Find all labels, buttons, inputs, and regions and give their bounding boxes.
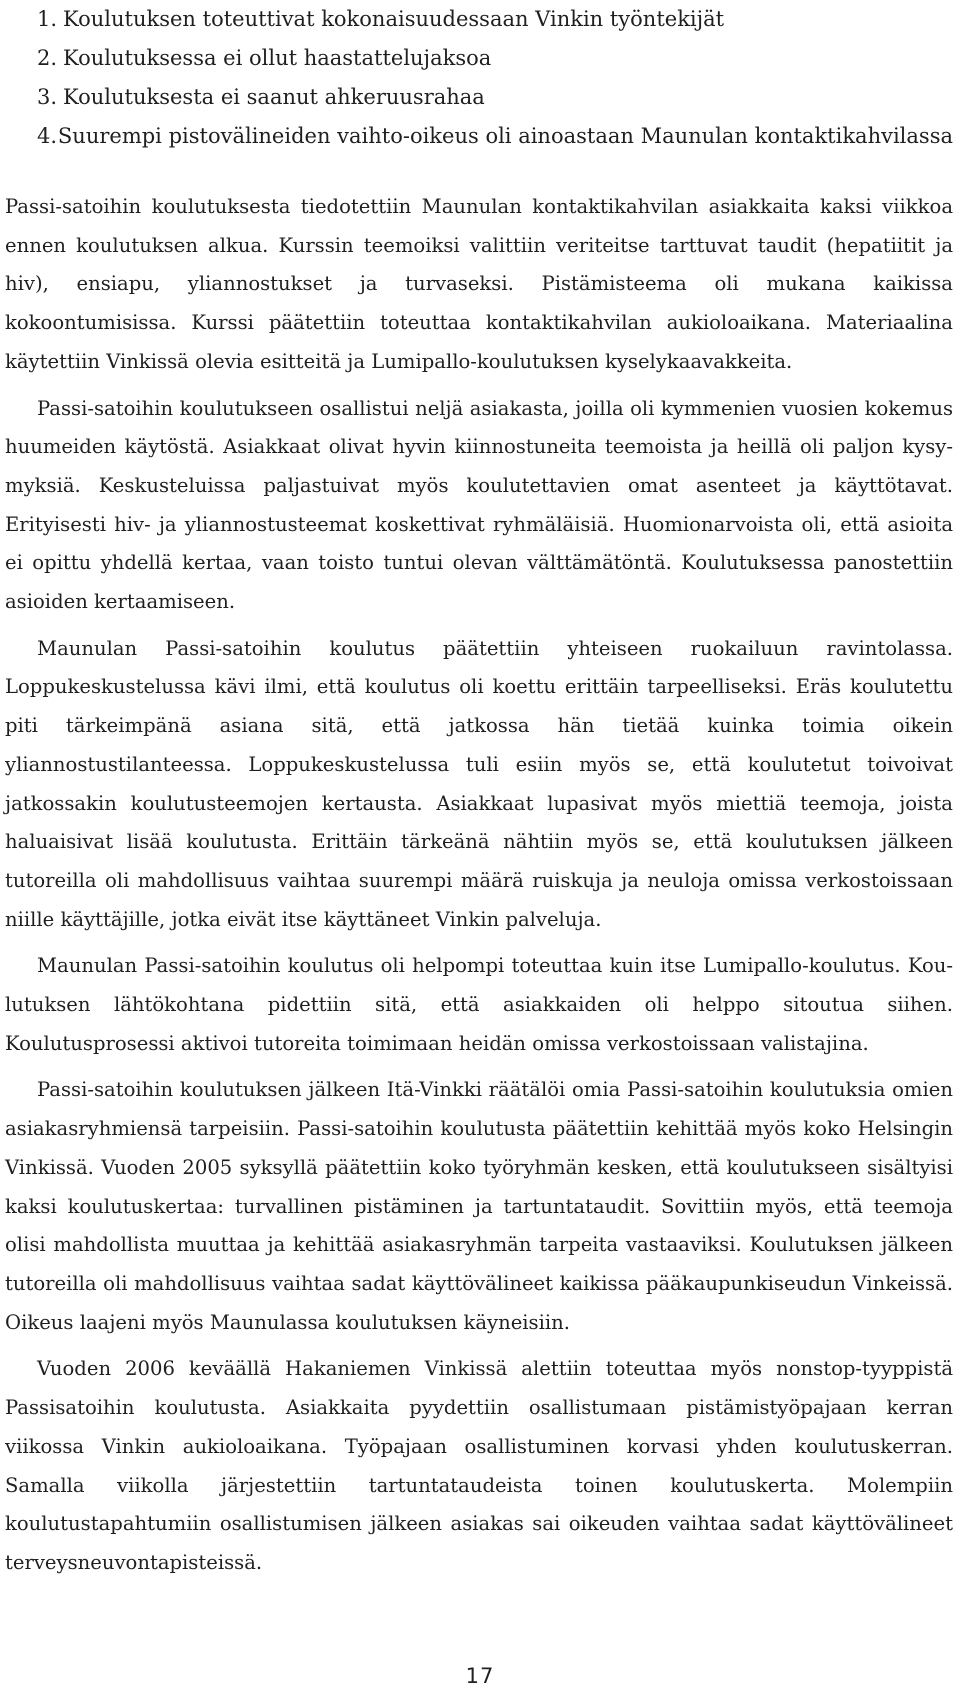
- paragraph: Maunulan Passi-satoihin koulutus päätettiin yhteiseen ruokailuun ravintolassa. Loppukeskustelussa kävi ilmi, että koulutus oli koettu erittäin tarpeelliseksi. Eräs koulutettu piti tärkeimpänä asiana sitä, että jatkossa hän tietää kuinka toimia oikein yliannostustilanteessa. Loppukeskustelussa tuli esiin myös se, että koulutetut toivoivat jatkossakin koulutusteemojen kertausta. Asiakkaat lupasivat myös miettiä teemoja, joista haluaisivat lisää koulutusta. Erittäin tärkeänä nähtiin myös se, että koulutuksen jälkeen tutoreilla oli mahdollisuus vaihtaa suurempi määrä ruiskuja ja neuloja omissa verkostoissaan niille käyttäjille, jotka eivät itse käyttäneet Vinkin palveluja.: [5, 636, 953, 931]
- paragraph: Passi-satoihin koulutuksesta tiedotettiin Maunulan kontaktikahvilan asiakkaita kaksi viikkoa ennen koulutuksen alkua. Kurssin teemoiksi valittiin veriteitse tarttuvat taudit (hepatiitit ja hiv), ensiapu, yliannostukset ja turvaseksi. Pistämisteema oli mukana kaikissa kokoontumisissa. Kurssi päätettiin toteuttaa kontaktikahvilan aukioloaikana. Materiaalina käytettiin Vinkissä olevia esitteitä ja Lumipallo-koulutuksen kyselykaavakkeita.: [5, 195, 953, 373]
- paragraph: Maunulan Passi-satoihin koulutus oli helpompi toteuttaa kuin itse Lumipallo-koulutus. Koulutuksen lähtökohtana pidettiin sitä, että asiakkaiden oli helppo sitoutua siihen. Koulutusprosessi aktivoi tutoreita toimimaan heidän omissa verkostoissaan valistajina.: [5, 954, 953, 1055]
- numbered-list: [5, 0, 953, 156]
- list-item-number: 1.: [37, 7, 58, 31]
- list-item-text: Koulutuksessa ei ollut haastattelujaksoa: [63, 46, 492, 70]
- list-item-text: Suurempi pistovälineiden vaihto-oikeus oli ainoastaan Maunulan kontaktikahvilassa: [57, 124, 953, 148]
- list-item-number: 2.: [37, 46, 58, 70]
- document-page: [5, 0, 953, 1591]
- list-item-number: 3.: [37, 85, 58, 109]
- page-number: 17: [465, 1664, 495, 1688]
- list-item: [5, 78, 953, 117]
- list-item: [5, 39, 953, 78]
- paragraph: Vuoden 2006 keväällä Hakaniemen Vinkissä alettiin toteuttaa myös nonstop-tyyppistä Passisatoihin koulutusta. Asiakkaita pyydettiin osallistumaan pistämistyöpajaan kerran viikossa Vinkin aukioloaikana. Työpajaan osallistuminen korvasi yhden koulutuskerran. Samalla viikolla järjestettiin tartuntataudeista toinen koulutuskerta. Molempiin koulutustapahtumiin osallistumisen jälkeen asiakas sai oikeuden vaihtaa sadat käyttövälineet terveysneuvontapisteissä.: [5, 1357, 953, 1574]
- paragraph: Passi-satoihin koulutuksen jälkeen Itä-Vinkki räätälöi omia Passi-satoihin koulutuksia omien asiakasryhmiensä tarpeisiin. Passi-satoihin koulutusta päätettiin kehittää myös koko Helsingin Vinkissä. Vuoden 2005 syksyllä päätettiin koko työryhmän kesken, että koulutukseen sisältyisi kaksi koulutuskertaa: turvallinen pistäminen ja tartuntataudit. Sovittiin myös, että teemoja olisi mahdollista muuttaa ja kehittää asiakasryhmän tarpeita vastaaviksi. Koulutuksen jälkeen tutoreilla oli mahdollisuus vaihtaa sadat käyttövälineet kaikissa pääkaupunkiseudun Vinkeissä. Oikeus laajeni myös Maunulassa koulutuksen käyneisiin.: [5, 1078, 953, 1334]
- list-item: [5, 0, 953, 39]
- list-item-text: Koulutuksesta ei saanut ahkeruusrahaa: [63, 85, 485, 109]
- list-item-text: Koulutuksen toteuttivat kokonaisuudessaan Vinkin työntekijät: [63, 7, 725, 31]
- body-text: [5, 188, 953, 1583]
- list-item: [5, 117, 953, 156]
- paragraph: Passi-satoihin koulutukseen osallistui neljä asiakasta, joilla oli kymmenien vuosien kokemus huumeiden käytöstä. Asiakkaat olivat hyvin kiinnostuneita teemoista ja heillä oli paljon kysymyksiä. Keskusteluissa paljastuivat myös koulutettavien omat asenteet ja käyttötavat. Erityisesti hiv- ja yliannostusteemat koskettivat ryhmäläisiä. Huomionarvoista oli, että asioita ei opittu yhdellä kertaa, vaan toisto tuntui olevan välttämätöntä. Koulutuksessa panostettiin asioiden kertaamiseen.: [5, 396, 953, 614]
- list-item-number: 4.: [37, 124, 58, 148]
